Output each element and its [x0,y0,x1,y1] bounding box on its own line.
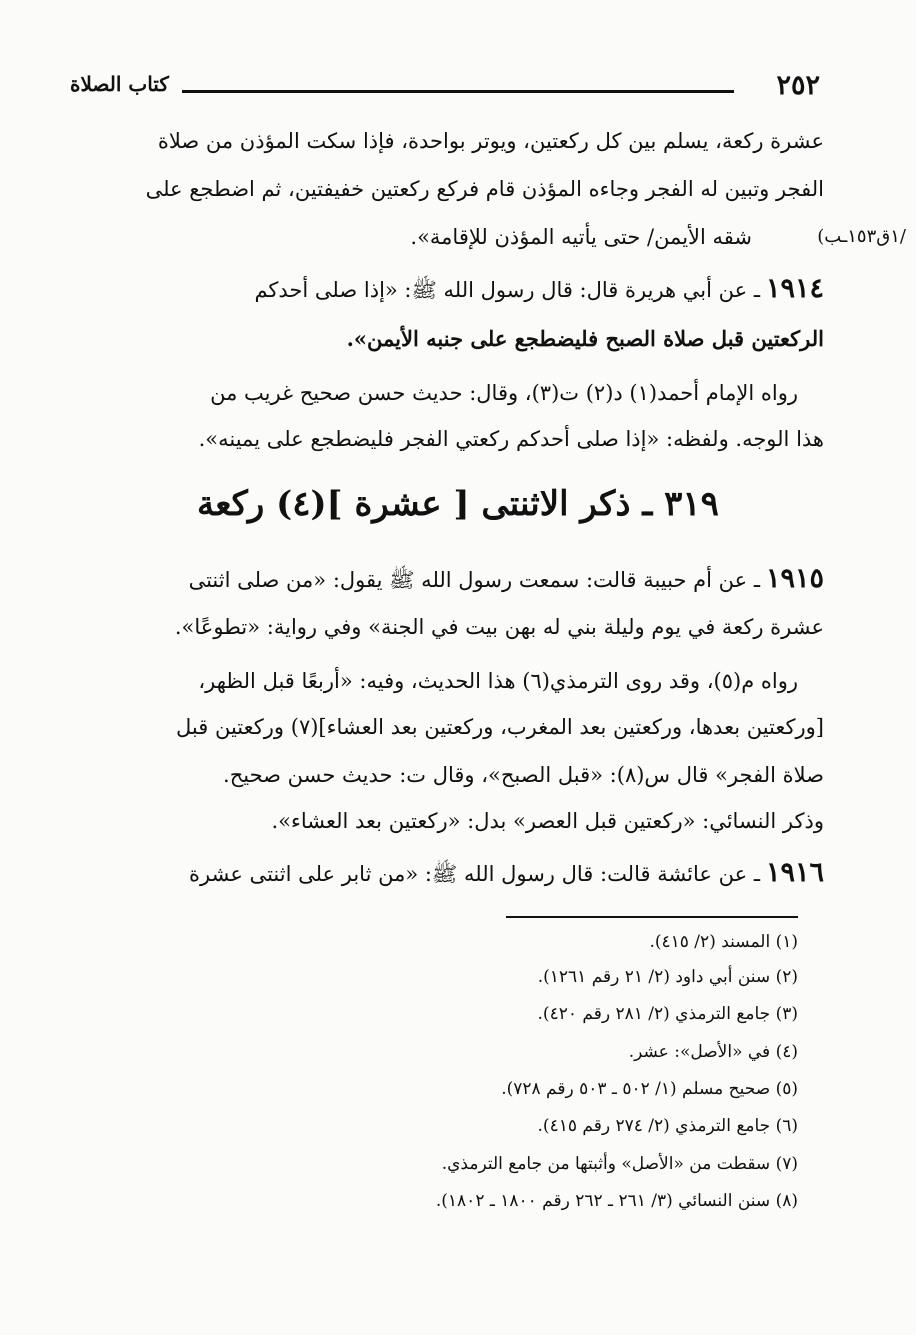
hadith-text: ـ عن عائشة قالت: قال رسول الله ﷺ: «من ثابر على اثنتى عشرة [189,862,760,886]
footnote: (٧) سقطت من «الأصل» وأثبتها من جامع الترمذي. [441,1154,798,1174]
text-line: شقه الأيمن/ حتى يأتيه المؤذن للإقامة». [410,225,752,249]
hadith-number: ١٩١٥ [765,563,824,594]
hadith-source-line: وذكر النسائي: «ركعتين قبل العصر» بدل: «ركعتين بعد العشاء». [271,809,824,833]
hadith-number: ١٩١٤ [765,273,824,304]
book-title: كتاب الصلاة [70,72,169,96]
footnote: (٢) سنن أبي داود (٢/ ٢١ رقم ١٢٦١). [537,967,798,987]
manuscript-folio-note: /١ق١٥٣ـب) [817,226,906,247]
hadith-text-line: عشرة ركعة في يوم وليلة بني له بهن بيت في الجنة» وفي رواية: «تطوعًا». [174,615,824,639]
header-rule [182,90,734,93]
text-line: الفجر وتبين له الفجر وجاءه المؤذن قام فركع ركعتين خفيفتين، ثم اضطجع على [145,177,824,201]
text-line: عشرة ركعة، يسلم بين كل ركعتين، ويوتر بواحدة، فإذا سكت المؤذن من صلاة [157,129,824,153]
hadith-1915-line [72,562,824,597]
page-header [70,70,820,104]
footnote-separator [506,916,798,918]
hadith-text-line: الركعتين قبل صلاة الصبح فليضطجع على جنبه الأيمن». [346,326,824,351]
hadith-source-line: رواه م(٥)، وقد روى الترمذي(٦) هذا الحديث، وفيه: «أربعًا قبل الظهر، [198,669,798,693]
hadith-source-line: هذا الوجه. ولفظه: «إذا صلى أحدكم ركعتي الفجر فليضطجع على يمينه». [198,427,824,451]
hadith-number: ١٩١٦ [765,857,824,888]
hadith-text: ـ عن أبي هريرة قال: قال رسول الله ﷺ: «إذا صلى أحدكم [254,278,760,302]
footnote: (٥) صحيح مسلم (١/ ٥٠٢ ـ ٥٠٣ رقم ٧٢٨). [501,1079,798,1099]
footnote: (٣) جامع الترمذي (٢/ ٢٨١ رقم ٤٢٠). [537,1004,798,1024]
footnote: (٨) سنن النسائي (٣/ ٢٦١ ـ ٢٦٢ رقم ١٨٠٠ ـ ١٨٠٢). [435,1191,798,1211]
hadith-source-line: صلاة الفجر» قال س(٨): «قبل الصبح»، وقال ت: حديث حسن صحيح. [223,763,824,787]
hadith-text: ـ عن أم حبيبة قالت: سمعت رسول الله ﷺ يقول: «من صلى اثنتى [188,568,760,592]
hadith-1914-line [72,272,824,307]
page-number: ٢٥٢ [776,70,820,101]
hadith-1916-line [72,856,824,891]
section-title: ٣١٩ ـ ذكر الاثنتى [ عشرة ](٤) ركعة [197,484,719,524]
hadith-source-line: [وركعتين بعدها، وركعتين بعد المغرب، وركعتين بعد العشاء](٧) وركعتين قبل [176,715,824,739]
footnote: (٦) جامع الترمذي (٢/ ٢٧٤ رقم ٤١٥). [537,1116,798,1136]
hadith-source-line: رواه الإمام أحمد(١) د(٢) ت(٣)، وقال: حديث حسن صحيح غريب من [210,381,798,405]
footnote: (١) المسند (٢/ ٤١٥). [649,932,798,952]
footnote: (٤) في «الأصل»: عشر. [628,1042,798,1062]
